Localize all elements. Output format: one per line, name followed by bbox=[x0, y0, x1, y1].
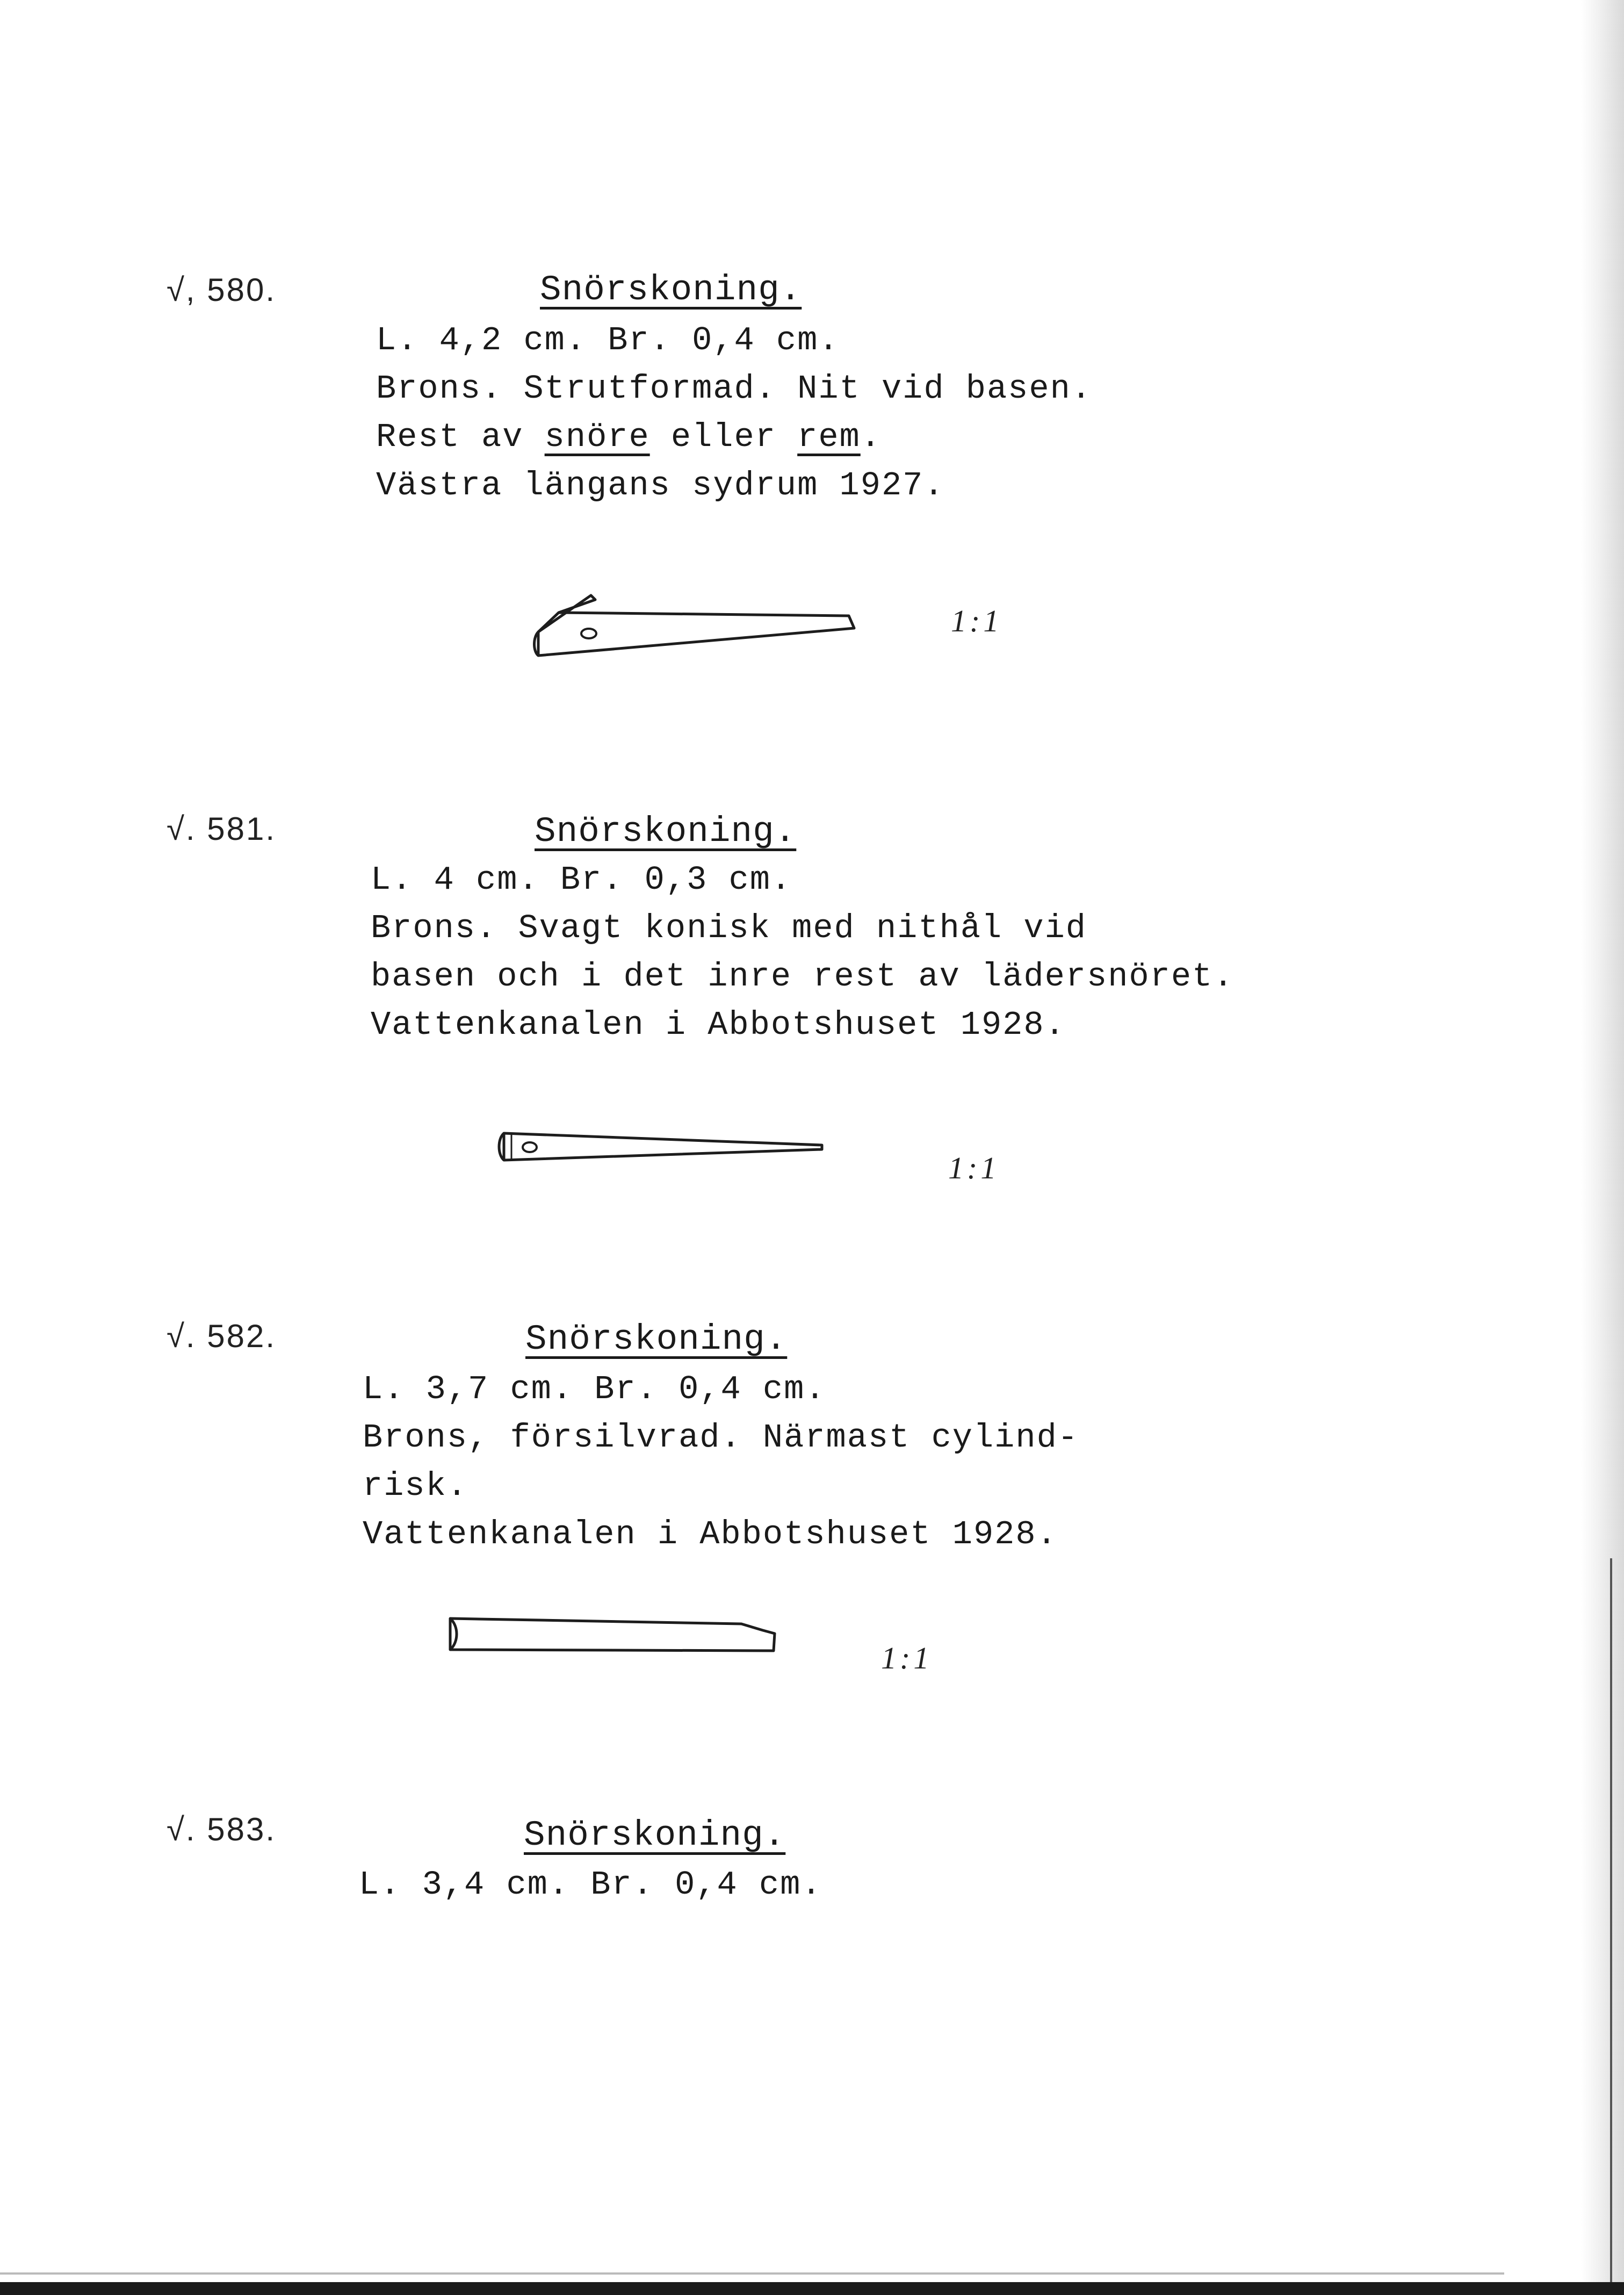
artifact-drawing bbox=[441, 1612, 784, 1660]
page-edge-line bbox=[1610, 1558, 1612, 2295]
entry-title: Snörskoning. bbox=[540, 270, 802, 310]
bottom-rule bbox=[0, 2272, 1504, 2275]
scale-label: 1:1 bbox=[948, 1150, 1000, 1185]
underlined-word: rem bbox=[797, 418, 861, 456]
entry-line: Vattenkanalen i Abbotshuset 1928. bbox=[371, 1006, 1066, 1044]
entry-line: Brons. Svagt konisk med nithål vid bbox=[371, 909, 1087, 947]
entry-number: √. 583. bbox=[167, 1811, 277, 1847]
entry-line: L. 3,7 cm. Br. 0,4 cm. bbox=[363, 1370, 826, 1408]
scale-label: 1:1 bbox=[881, 1641, 933, 1675]
text-fragment: Rest av bbox=[376, 418, 545, 456]
entry-number: √. 582. bbox=[167, 1318, 277, 1354]
entry-title: Snörskoning. bbox=[535, 811, 797, 852]
entry-line: L. 3,4 cm. Br. 0,4 cm. bbox=[359, 1866, 822, 1904]
bottom-border bbox=[0, 2282, 1624, 2295]
entry-title: Snörskoning. bbox=[525, 1319, 788, 1359]
entry-line: Brons, försilvrad. Närmast cylind- bbox=[363, 1419, 1079, 1457]
entry-number: √. 581. bbox=[167, 811, 277, 847]
entry-title: Snörskoning. bbox=[524, 1815, 786, 1855]
entry-line: L. 4 cm. Br. 0,3 cm. bbox=[371, 861, 792, 899]
entry-line bbox=[376, 418, 882, 456]
page-edge-shadow bbox=[1581, 0, 1624, 2295]
entry-line: risk. bbox=[363, 1467, 468, 1505]
entry-line: basen och i det inre rest av lädersnöret. bbox=[371, 958, 1235, 996]
entry-number: √, 580. bbox=[167, 272, 277, 308]
entry-line: L. 4,2 cm. Br. 0,4 cm. bbox=[376, 321, 840, 359]
entry-line: Brons. Strutformad. Nit vid basen. bbox=[376, 370, 1093, 408]
artifact-drawing bbox=[494, 1126, 843, 1169]
entry-line: Västra längans sydrum 1927. bbox=[376, 466, 945, 505]
scale-label: 1:1 bbox=[951, 603, 1002, 638]
artifact-drawing bbox=[526, 586, 876, 666]
text-fragment: . bbox=[860, 418, 882, 456]
entry-line: Vattenkanalen i Abbotshuset 1928. bbox=[363, 1515, 1058, 1553]
text-fragment: eller bbox=[649, 418, 798, 456]
underlined-word: snöre bbox=[544, 418, 650, 456]
